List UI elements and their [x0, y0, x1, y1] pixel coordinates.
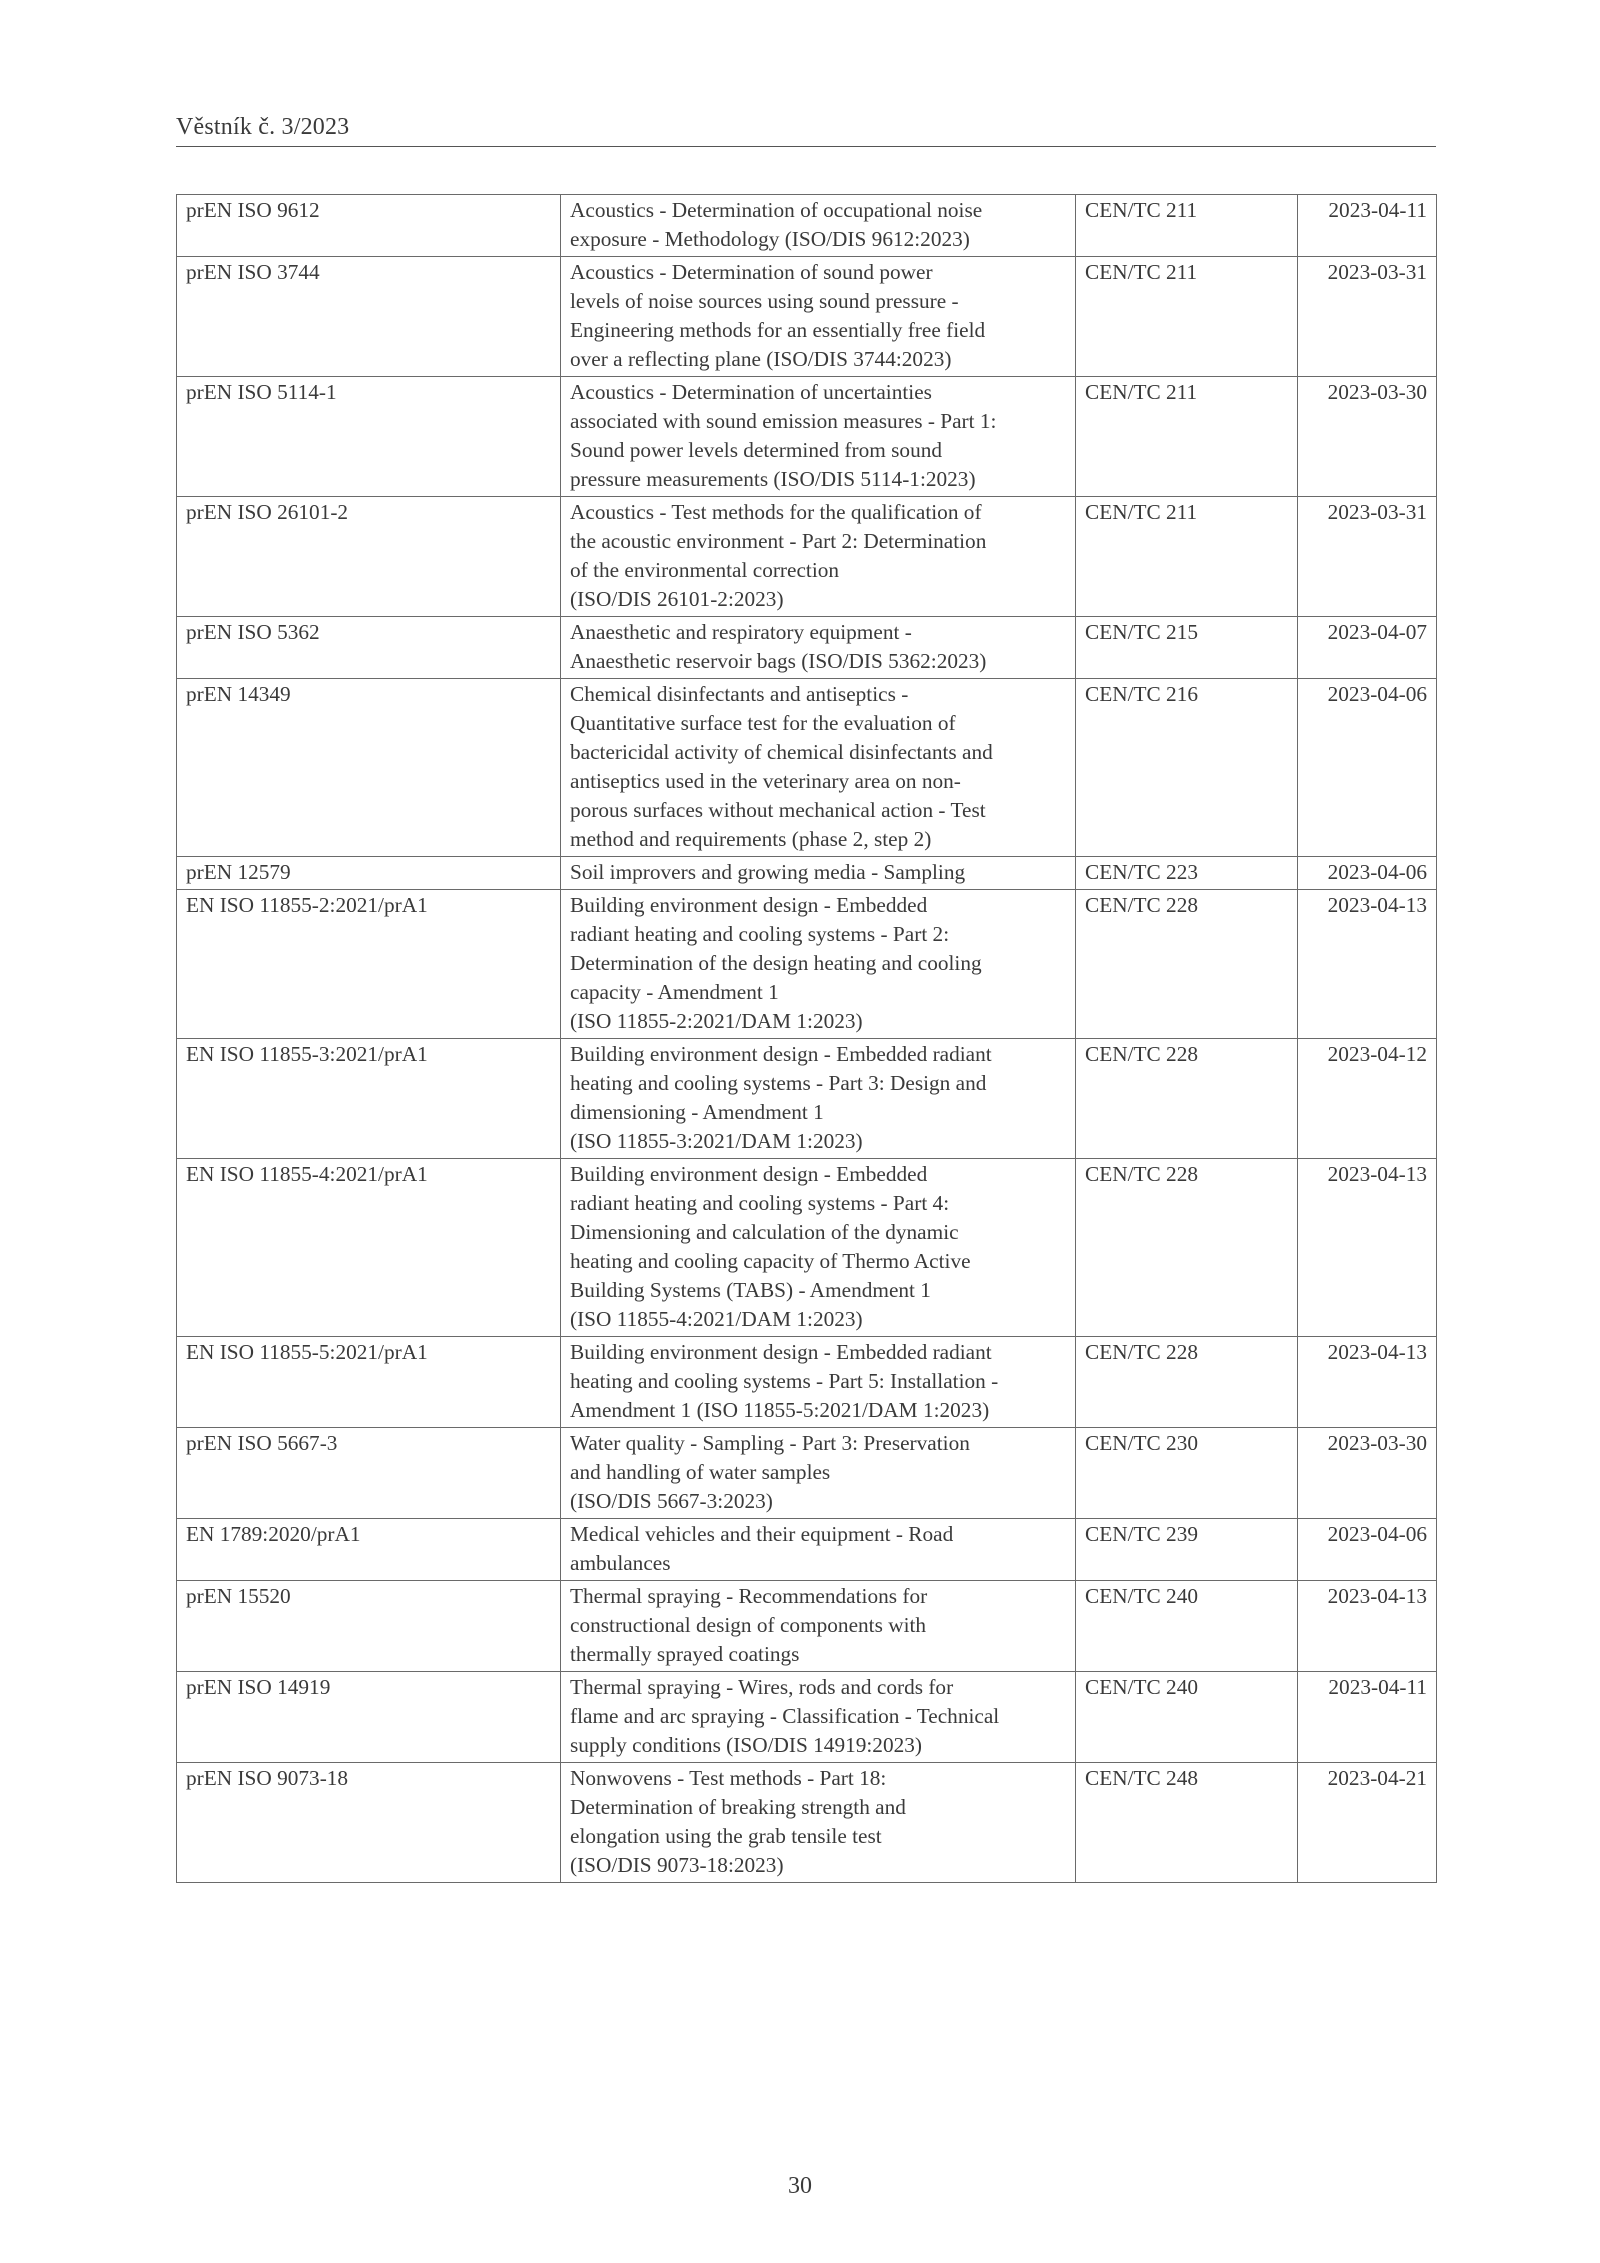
- standard-code: EN ISO 11855-3:2021/prA1: [177, 1039, 561, 1159]
- technical-committee: CEN/TC 228: [1076, 1337, 1298, 1428]
- standard-title-line: Acoustics - Determination of occupational noise: [570, 198, 983, 222]
- standard-title-line: Building environment design - Embedded radiant: [570, 1340, 992, 1364]
- standard-code: EN 1789:2020/prA1: [177, 1519, 561, 1581]
- standard-title-line: Medical vehicles and their equipment - Road: [570, 1522, 954, 1546]
- standard-title: [561, 1581, 1076, 1672]
- technical-committee: CEN/TC 228: [1076, 1159, 1298, 1337]
- table-row: [177, 257, 1437, 377]
- standard-title-line: constructional design of components with: [570, 1613, 927, 1637]
- comment-deadline-date: 2023-04-12: [1298, 1039, 1437, 1159]
- standard-title-line: Quantitative surface test for the evaluation of: [570, 711, 956, 735]
- table-row: [177, 1039, 1437, 1159]
- standard-code: EN ISO 11855-4:2021/prA1: [177, 1159, 561, 1337]
- page-number: 30: [788, 2173, 812, 2199]
- standard-title: [561, 195, 1076, 257]
- standard-title-line: elongation using the grab tensile test: [570, 1824, 882, 1848]
- comment-deadline-date: 2023-04-11: [1298, 195, 1437, 257]
- standard-code: prEN ISO 14919: [177, 1672, 561, 1763]
- comment-deadline-date: 2023-03-30: [1298, 377, 1437, 497]
- standard-title-line: Acoustics - Determination of uncertainties: [570, 380, 932, 404]
- standard-title-line: radiant heating and cooling systems - Part 4:: [570, 1191, 950, 1215]
- standard-title: [561, 377, 1076, 497]
- standard-title-line: Building environment design - Embedded: [570, 1162, 928, 1186]
- publication-title: Věstník č. 3/2023: [176, 114, 350, 140]
- standard-code: prEN 12579: [177, 857, 561, 890]
- comment-deadline-date: 2023-04-06: [1298, 679, 1437, 857]
- standard-title-line: antiseptics used in the veterinary area on non-: [570, 769, 961, 793]
- standard-title-line: (ISO/DIS 26101-2:2023): [570, 587, 784, 611]
- table-row: [177, 1519, 1437, 1581]
- standard-title-line: exposure - Methodology (ISO/DIS 9612:2023): [570, 227, 970, 251]
- standard-title-line: heating and cooling systems - Part 3: Design and: [570, 1071, 987, 1095]
- table-row: [177, 1428, 1437, 1519]
- standard-title-line: heating and cooling capacity of Thermo Active: [570, 1249, 971, 1273]
- standard-code: prEN ISO 26101-2: [177, 497, 561, 617]
- standard-title-line: Thermal spraying - Recommendations for: [570, 1584, 928, 1608]
- technical-committee: CEN/TC 211: [1076, 377, 1298, 497]
- comment-deadline-date: 2023-04-06: [1298, 857, 1437, 890]
- standard-title-line: thermally sprayed coatings: [570, 1642, 800, 1666]
- comment-deadline-date: 2023-04-13: [1298, 1581, 1437, 1672]
- standard-title-line: the acoustic environment - Part 2: Determination: [570, 529, 987, 553]
- table-row: [177, 1581, 1437, 1672]
- standard-code: EN ISO 11855-2:2021/prA1: [177, 890, 561, 1039]
- standard-title: [561, 257, 1076, 377]
- standard-title: [561, 1039, 1076, 1159]
- standard-title-line: (ISO 11855-3:2021/DAM 1:2023): [570, 1129, 863, 1153]
- standard-title-line: Engineering methods for an essentially free field: [570, 318, 986, 342]
- standard-title-line: Nonwovens - Test methods - Part 18:: [570, 1766, 887, 1790]
- standard-title: [561, 1159, 1076, 1337]
- standard-title-line: Dimensioning and calculation of the dynamic: [570, 1220, 959, 1244]
- table-row: [177, 890, 1437, 1039]
- standard-code: prEN ISO 9612: [177, 195, 561, 257]
- comment-deadline-date: 2023-04-13: [1298, 1337, 1437, 1428]
- table-row: [177, 377, 1437, 497]
- standard-title-line: Anaesthetic reservoir bags (ISO/DIS 5362:2023): [570, 649, 987, 673]
- standard-title-line: heating and cooling systems - Part 5: Installation -: [570, 1369, 999, 1393]
- standard-title-line: (ISO/DIS 5667-3:2023): [570, 1489, 773, 1513]
- technical-committee: CEN/TC 211: [1076, 497, 1298, 617]
- standard-title-line: over a reflecting plane (ISO/DIS 3744:2023): [570, 347, 952, 371]
- table-row: [177, 679, 1437, 857]
- standards-table-body: [177, 195, 1437, 1883]
- technical-committee: CEN/TC 223: [1076, 857, 1298, 890]
- technical-committee: CEN/TC 211: [1076, 195, 1298, 257]
- standard-code: prEN ISO 5114-1: [177, 377, 561, 497]
- standard-title-line: pressure measurements (ISO/DIS 5114-1:2023): [570, 467, 976, 491]
- table-row: [177, 1763, 1437, 1883]
- standard-title-line: supply conditions (ISO/DIS 14919:2023): [570, 1733, 922, 1757]
- standard-title: [561, 890, 1076, 1039]
- technical-committee: CEN/TC 216: [1076, 679, 1298, 857]
- standard-title-line: porous surfaces without mechanical action - Test: [570, 798, 986, 822]
- table-row: [177, 1159, 1437, 1337]
- standard-title-line: (ISO 11855-4:2021/DAM 1:2023): [570, 1307, 863, 1331]
- standard-title-line: Building environment design - Embedded: [570, 893, 928, 917]
- comment-deadline-date: 2023-04-13: [1298, 890, 1437, 1039]
- table-row: [177, 617, 1437, 679]
- technical-committee: CEN/TC 240: [1076, 1581, 1298, 1672]
- standard-title-line: of the environmental correction: [570, 558, 840, 582]
- standard-code: prEN ISO 3744: [177, 257, 561, 377]
- technical-committee: CEN/TC 239: [1076, 1519, 1298, 1581]
- standard-code: prEN ISO 5667-3: [177, 1428, 561, 1519]
- comment-deadline-date: 2023-04-13: [1298, 1159, 1437, 1337]
- standard-title: [561, 857, 1076, 890]
- standard-title-line: Determination of breaking strength and: [570, 1795, 906, 1819]
- standard-title-line: Amendment 1 (ISO 11855-5:2021/DAM 1:2023): [570, 1398, 990, 1422]
- standard-title-line: capacity - Amendment 1: [570, 980, 779, 1004]
- standard-title-line: Water quality - Sampling - Part 3: Preservation: [570, 1431, 970, 1455]
- technical-committee: CEN/TC 240: [1076, 1672, 1298, 1763]
- standard-title-line: dimensioning - Amendment 1: [570, 1100, 824, 1124]
- comment-deadline-date: 2023-03-31: [1298, 257, 1437, 377]
- standard-title: [561, 1428, 1076, 1519]
- standard-title-line: Building Systems (TABS) - Amendment 1: [570, 1278, 931, 1302]
- standard-title-line: Chemical disinfectants and antiseptics -: [570, 682, 909, 706]
- technical-committee: CEN/TC 248: [1076, 1763, 1298, 1883]
- comment-deadline-date: 2023-04-11: [1298, 1672, 1437, 1763]
- standard-title: [561, 679, 1076, 857]
- standard-title-line: Acoustics - Determination of sound power: [570, 260, 933, 284]
- standard-title-line: and handling of water samples: [570, 1460, 831, 1484]
- standard-code: prEN ISO 9073-18: [177, 1763, 561, 1883]
- table-row: [177, 1672, 1437, 1763]
- technical-committee: CEN/TC 228: [1076, 890, 1298, 1039]
- standard-title-line: flame and arc spraying - Classification - Technical: [570, 1704, 1000, 1728]
- standard-title-line: bactericidal activity of chemical disinfectants and: [570, 740, 993, 764]
- standard-title-line: method and requirements (phase 2, step 2): [570, 827, 932, 851]
- page-header: [176, 113, 1436, 147]
- standard-code: prEN 14349: [177, 679, 561, 857]
- comment-deadline-date: 2023-03-30: [1298, 1428, 1437, 1519]
- standard-title-line: levels of noise sources using sound pressure -: [570, 289, 959, 313]
- standard-title-line: (ISO 11855-2:2021/DAM 1:2023): [570, 1009, 863, 1033]
- standard-title: [561, 1519, 1076, 1581]
- standard-title-line: Thermal spraying - Wires, rods and cords for: [570, 1675, 954, 1699]
- technical-committee: CEN/TC 228: [1076, 1039, 1298, 1159]
- technical-committee: CEN/TC 211: [1076, 257, 1298, 377]
- standards-table: [176, 194, 1437, 1883]
- table-row: [177, 195, 1437, 257]
- comment-deadline-date: 2023-04-07: [1298, 617, 1437, 679]
- comment-deadline-date: 2023-04-21: [1298, 1763, 1437, 1883]
- standard-title: [561, 497, 1076, 617]
- standard-title-line: Anaesthetic and respiratory equipment -: [570, 620, 912, 644]
- standard-title-line: Building environment design - Embedded radiant: [570, 1042, 992, 1066]
- standard-title-line: Soil improvers and growing media - Sampling: [570, 860, 966, 884]
- standard-code: EN ISO 11855-5:2021/prA1: [177, 1337, 561, 1428]
- table-row: [177, 497, 1437, 617]
- table-row: [177, 857, 1437, 890]
- standard-title-line: Sound power levels determined from sound: [570, 438, 943, 462]
- standard-title-line: Determination of the design heating and cooling: [570, 951, 982, 975]
- table-row: [177, 1337, 1437, 1428]
- standard-title-line: ambulances: [570, 1551, 671, 1575]
- standard-title: [561, 1763, 1076, 1883]
- comment-deadline-date: 2023-03-31: [1298, 497, 1437, 617]
- standard-title-line: (ISO/DIS 9073-18:2023): [570, 1853, 784, 1877]
- standard-title-line: Acoustics - Test methods for the qualification of: [570, 500, 982, 524]
- standard-title: [561, 1672, 1076, 1763]
- standard-code: prEN ISO 5362: [177, 617, 561, 679]
- standard-code: prEN 15520: [177, 1581, 561, 1672]
- comment-deadline-date: 2023-04-06: [1298, 1519, 1437, 1581]
- standard-title: [561, 617, 1076, 679]
- technical-committee: CEN/TC 215: [1076, 617, 1298, 679]
- standard-title-line: radiant heating and cooling systems - Part 2:: [570, 922, 950, 946]
- standard-title-line: associated with sound emission measures - Part 1:: [570, 409, 997, 433]
- standard-title: [561, 1337, 1076, 1428]
- technical-committee: CEN/TC 230: [1076, 1428, 1298, 1519]
